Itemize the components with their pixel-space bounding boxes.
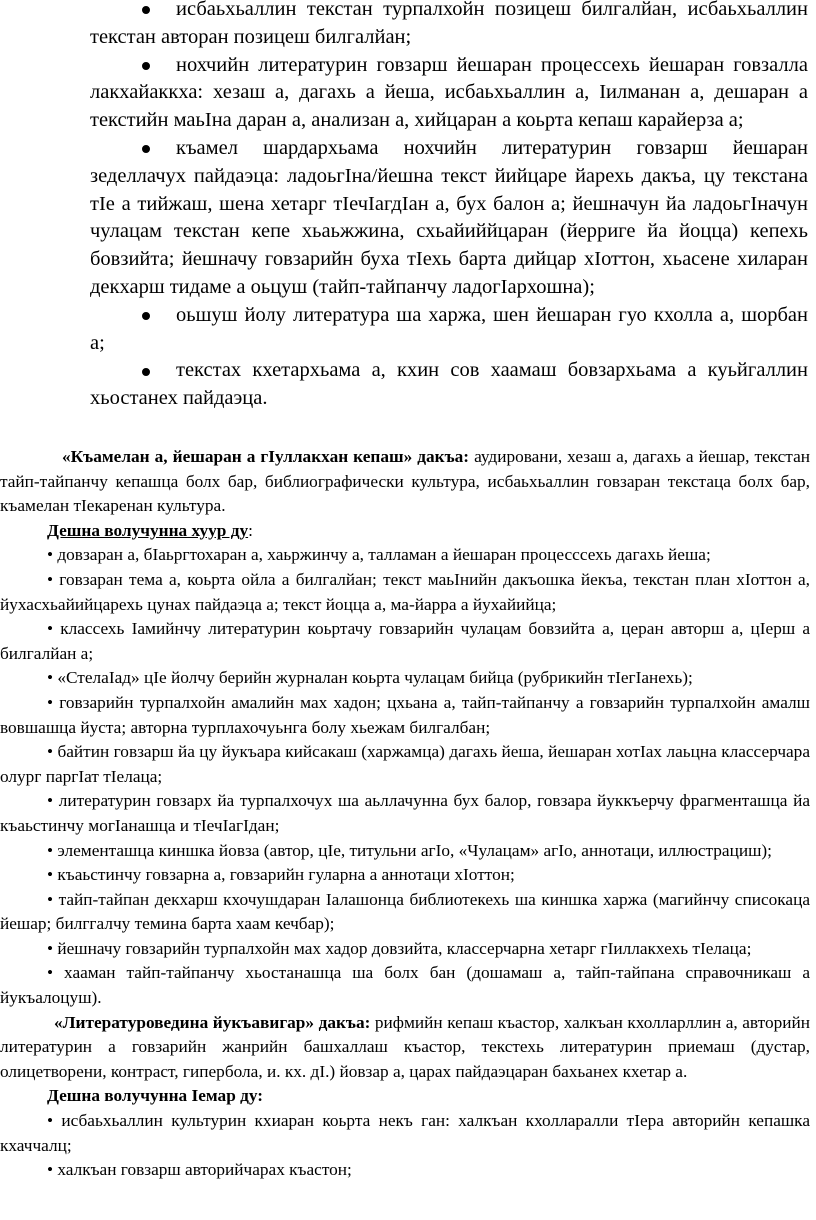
list-item: • классехь Iамийнчу литературин коьртачу говзарийн чулацам бовзийта а, церан авторш а, цIерш а билгалйан а;: [0, 619, 810, 663]
list-item: • исбаьхьаллин культурин кхиаран коьрта некъ ган: халкъан кхолларалли тIера авторийн кепашка кхаччалц;: [0, 1111, 810, 1155]
bullet-item: исбаьхьаллин текстан турпалхойн позицеш билгалйан, исбаьхьаллин текстан авторан позицеш билгалйан;: [90, 0, 808, 48]
top-bullet-list: [0, 0, 816, 413]
section-2-title: «Литературоведина йукъавигар» дакъа:: [54, 1012, 371, 1032]
bullet-item: къамел шардархьама нохчийн литературин говзарш йешаран зеделлачух пайдаэца: ладоьгIна/йешна текст йийцаре йарехь дакъа, цу текстана тIе а тийжаш, шена хетарг тIечIагдIан а, бух балон а; йешначун йа ладоьгIначун чулацам текстан кепе хьаьжжина, схьайиййцаран (йерриге йа йоцца) кепехь бовзийта; йешначу говзарийн буха тIехь барта дийцар хIоттон, хьасене хиларан декхарш тидаме а оьцуш (тайп-тайпанчу ладогIархошна);: [90, 136, 808, 298]
list-item: • къаьстинчу говзарна а, говзарийн гуларна а аннотаци хIоттон;: [47, 865, 515, 885]
section-1-intro: «Къамелан а, йешаран а гIуллакхан кепаш» дакъа: аудировани, хезаш а, дагахь а йешар, текстан тайп-тайпанчу кепашца болх бар, библиографически культура, исбаьхьаллин говзаран текстаца болх бар, къамелан тIекаренан культура.: [0, 447, 810, 516]
list-item: • халкъан говзарш авторийчарах къастон;: [47, 1160, 352, 1180]
list-item: • говзаран тема а, коьрта ойла а билгалйан; текст маьIнийн дакъошка йекъа, текстан план хIоттон а, йухасхьайийцарехь цунах пайдаэца а; текст йоцца а, ма-йарра а йухайийца;: [0, 569, 810, 614]
list-item: • довзаран а, бIаьргтохаран а, хаьржинчу а, талламан а йешаран процесссехь дагахь йеша;: [47, 545, 711, 565]
list-item: • тайп-тайпан декхарш кхочушдаран Iалашонца библиотекехь ша киншка харжа (магийнчу списокаца йешар; билггалчу темина барта хаам кечбар);: [0, 889, 810, 934]
main-text: [0, 445, 816, 1183]
section-2-intro: «Литературоведина йукъавигар» дакъа: рифмийн кепаш къастор, халкъан кхолларллин а, авторийн литературин а говзарийн жанрийн башхаллаш къастор, текстехь литературин приемаш (дустар, олицетворени, контраст, гипербола, и. кх. дI.) йовзар а, царах пайдаэцаран бахьанех кхетар а.: [0, 1012, 810, 1081]
bullet-dot-icon: [142, 368, 150, 376]
section-2-heading: Дешна волучунна Iемар ду:: [47, 1086, 264, 1106]
list-item: • литературин говзарх йа турпалхочух ша аьллачунна бух балор, говзара йуккъерчу фрагменташца йа къаьстинчу могIанашца и тIечIагIдан;: [0, 791, 810, 835]
section-1-title: «Къамелан а, йешаран а гIуллакхан кепаш» дакъа:: [62, 447, 470, 466]
list-item: • йешначу говзарийн турпалхойн мах хадор довзийта, классерчарна хетарг гIиллакхехь тIелаца;: [47, 938, 752, 958]
list-item: • говзарийн турпалхойн амалийн мах хадон; цхьана а, тайп-тайпанчу а говзарийн турпалхойн амалш вовшашца йуста; авторна турплахочуьнга болу хьежам билгалбан;: [0, 692, 810, 737]
bullet-dot-icon: [142, 62, 150, 70]
bullet-dot-icon: [142, 312, 150, 320]
list-item: • «СтелаIад» цIе йолчу берийн журналан коьрта чулацам бийца (рубрикийн тIегIанехь);: [47, 668, 693, 688]
section-1-heading: Дешна волучунна хуур ду:: [47, 520, 253, 540]
list-item: • элементашца киншка йовза (автор, цIе, титульни агIо, «Чулацам» агIо, аннотаци, иллюстрациш);: [47, 840, 772, 860]
bullet-item: оьшуш йолу литература ша харжа, шен йешаран гуо кхолла а, шорбан а;: [90, 303, 808, 354]
list-item: • байтин говзарш йа цу йукъара кийсакаш (харжамца) дагахь йеша, йешаран хотIах лаьцна классерчара олург паргIат тIелаца;: [0, 742, 810, 786]
bullet-dot-icon: [142, 6, 150, 14]
list-item: • хааман тайп-тайпанчу хьостанашца ша болх бан (дошамаш а, тайп-тайпана справочникаш а йукъалоцуш).: [0, 963, 810, 1008]
bullet-item: текстах кхетархьама а, кхин сов хаамаш бовзархьама а куьйгаллин хьостанех пайдаэца.: [90, 359, 808, 410]
bullet-item: нохчийн литературин говзарш йешаран процессехь йешаран говзалла лакхайаккха: хезаш а, дагахь а йеша, исбаьхьаллин а, Iилманан а, дешаран а текстийн маьIна даран а, анализан а, хийцаран а коьрта кепаш карайерза а;: [90, 53, 808, 132]
bullet-dot-icon: [142, 145, 150, 153]
